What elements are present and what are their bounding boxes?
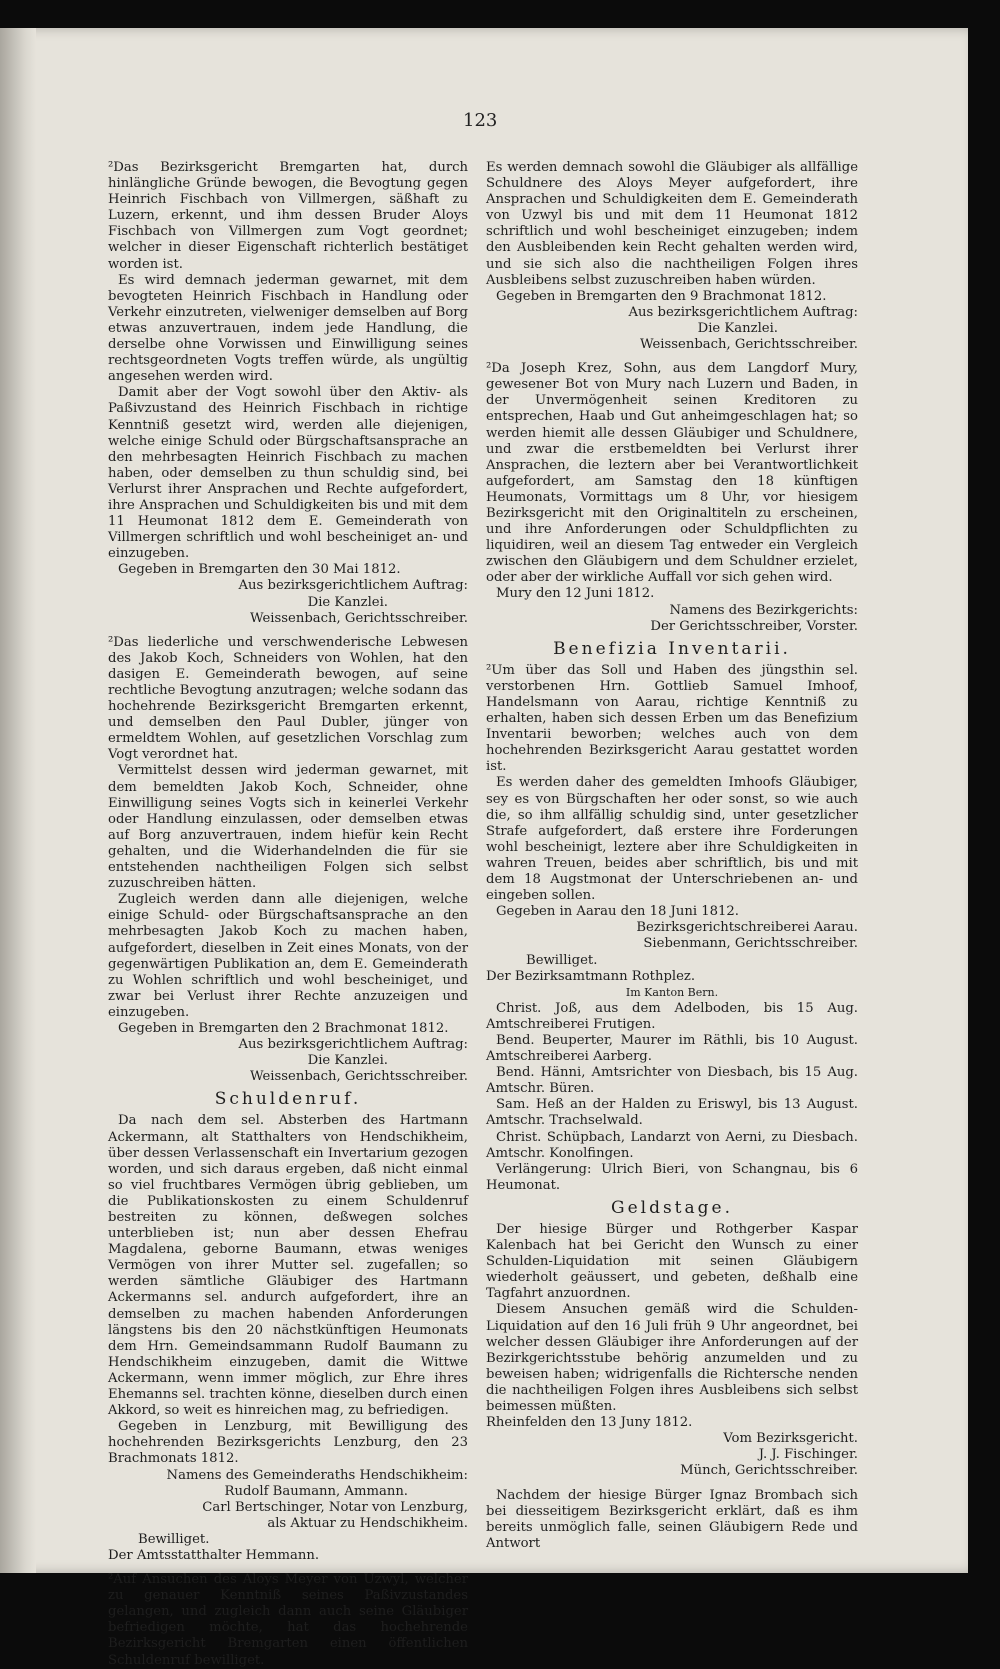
signature-line: Rudolf Baumann, Ammann. bbox=[224, 1483, 408, 1499]
notice-paragraph: Es werden demnach sowohl die Gläubiger als allfällige Schuldnere des Aloys Meyer aufgefordert, ihre Ansprachen und Schuldigkeiten dem E. Gemeinderath von Uzwyl bis und mit dem 11 Heumonat 1812 schriftlich und wohl bescheiniget einzugeben; indem den Ausbleibenden kein Recht gehalten werden wird, und sie sich also die nachtheiligen Folgen ihres Ausbleibens selbst zuzuschreiben haben würden. bbox=[486, 160, 858, 288]
right-column bbox=[486, 160, 858, 1552]
newspaper-page bbox=[0, 28, 968, 1668]
notice-paragraph: Es werden daher des gemeldten Imhoofs Gläubiger, sey es von Bürgschaften her oder sonst, so wie auch die, so ihm allfällig schuldig sind, unter gesetzlicher Strafe aufgefordert, daß erstere ihre Forderungen wohl bescheinigt, leztere aber ihre Schuldigkeiten in wahren Treuen, beides aber schriftlich, bis und mit dem 18 Augstmonat der Unterschriebenen an- und eingeben sollen. bbox=[486, 775, 858, 904]
signature-line: Münch, Gerichtsschreiber. bbox=[680, 1463, 858, 1479]
signature-line: Siebenmann, Gerichtsschreiber. bbox=[643, 936, 858, 952]
subsection-heading: Im Kanton Bern. bbox=[625, 985, 719, 999]
list-item: Sam. Heß an der Halden zu Eriswyl, bis 13 August. Amtschr. Trachselwald. bbox=[486, 1097, 858, 1129]
notice-paragraph: Diesem Ansuchen gemäß wird die Schulden-Liquidation auf den 16 Juli früh 9 Uhr angeordnet, bei welcher dessen Gläubiger ihre Anforderungen auf der Bezirkgerichtsstube behörig anzumelden und zu beweisen haben; widrigenfalls die Richtersche nenden die nachtheiligen Folgen ihres Ausbleibens sich selbst beimessen müßten. bbox=[486, 1302, 858, 1415]
notice-date: Mury den 12 Juni 1812. bbox=[496, 586, 655, 602]
list-item: Christ. Schüpbach, Landarzt von Aerni, zu Diesbach. Amtschr. Konolfingen. bbox=[486, 1129, 858, 1161]
signature-line: Bezirksgerichtschreiberei Aarau. bbox=[636, 920, 858, 936]
signature-line: als Aktuar zu Hendschikheim. bbox=[267, 1515, 468, 1531]
section-heading: Benefizia Inventarii. bbox=[553, 638, 791, 659]
page-number: 123 bbox=[463, 110, 498, 131]
signature-line: Weissenbach, Gerichtsschreiber. bbox=[640, 337, 858, 353]
notice-paragraph: Zugleich werden dann alle diejenigen, welche einige Schuld- oder Bürgschaftsansprache an den mehrbesagten Jakob Koch zu machen haben, aufgefordert, dieselben in Zeit eines Monats, von der gegenwärtigen Publikation an, dem E. Gemeinderath zu Wohlen schriftlich und wohl bescheiniget, und zwar bei Verlust ihrer Rechte anzuzeigen und einzugeben. bbox=[108, 892, 468, 1020]
notice-paragraph: ²Das liederliche und verschwenderische Lebwesen des Jakob Koch, Schneiders von Wohlen, hat den dasigen E. Gemeinderath bewogen, auf seine rechtliche Bevogtung anzutragen; welche sodann das hochehrende Bezirksgericht Bremgarten erkennt, und demselben den Paul Dubler, jünger von ermeldtem Wohlen, auf gesetzlichen Vorschlag zum Vogt verordnet hat. bbox=[108, 634, 468, 763]
left-column bbox=[108, 160, 468, 1669]
list-item: Christ. Joß, aus dem Adelboden, bis 15 Aug. Amtschreiberei Frutigen. bbox=[486, 1000, 858, 1032]
signature-line: Der Gerichtsschreiber, Vorster. bbox=[650, 618, 858, 634]
section-heading: Geldstage. bbox=[611, 1197, 733, 1218]
notice-date: Gegeben in Bremgarten den 30 Mai 1812. bbox=[118, 562, 401, 578]
notice-date: Gegeben in Bremgarten den 2 Brachmonat 1812. bbox=[118, 1020, 449, 1036]
notice-paragraph: ²Da Joseph Krez, Sohn, aus dem Langdorf Mury, gewesener Bot von Mury nach Luzern und Baden, in der Unvermögenheit seinen Kreditoren zu entsprechen, Haab und Gut anheimgeschlagen hat; so werden hiemit alle dessen Gläubiger und Schuldnere, und zwar die erstbemeldten bei Verlurst ihrer Ansprachen, die leztern aber bei Verantwortlichkeit aufgefordert, am Samstag den 18 künftigen Heumonats, Vormittags um 8 Uhr, vor hiesigem Bezirksgericht mit den Originaltiteln zu erscheinen, und ihre Anforderungen oder Schuldpflichten zu liquidiren, weil an diesem Tag entweder ein Vergleich zwischen den Gläubigern und dem Schuldner erzielet, oder aber der wirkliche Auffall vor sich gehen wird. bbox=[486, 361, 858, 586]
signature-line: Die Kanzlei. bbox=[307, 594, 388, 610]
signature-line: Weissenbach, Gerichtsschreiber. bbox=[250, 610, 468, 626]
signature-line: Carl Bertschinger, Notar von Lenzburg, bbox=[202, 1499, 468, 1515]
approval-line: Bewilliget. bbox=[526, 952, 598, 968]
signature-line: Aus bezirksgerichtlichem Auftrag: bbox=[238, 578, 468, 594]
signature-line: Namens des Gemeinderaths Hendschikheim: bbox=[166, 1467, 468, 1483]
list-item: Verlängerung: Ulrich Bieri, von Schangnau, bis 6 Heumonat. bbox=[486, 1161, 858, 1193]
notice-paragraph: Damit aber der Vogt sowohl über den Aktiv- als Paßivzustand des Heinrich Fischbach in richtige Kenntniß gesetzt wird, werden alle diejenigen, welche einige Schuld oder Bürgschaftsansprache an den mehrbesagten Heinrich Fischbach zu machen haben, oder demselben zu thun schuldig sind, bei Verlurst ihrer Ansprachen und Rechte aufgefordert, ihre Ansprachen und Schuldigkeiten bis und mit dem 11 Heumonat 1812 dem E. Gemeinderath von Villmergen schriftlich und wohl bescheiniget an- und einzugeben. bbox=[108, 385, 468, 562]
notice-paragraph: ²Das Bezirksgericht Bremgarten hat, durch hinlängliche Gründe bewogen, die Bevogtung gegen Heinrich Fischbach von Villmergen, säßhaft zu Luzern, erkennt, und ihm dessen Bruder Aloys Fischbach von Villmergen zum Vogt geordnet; welcher in dieser Eigenschaft richterlich bestätiget worden ist. bbox=[108, 160, 468, 272]
list-item: Bend. Hänni, Amtsrichter von Diesbach, bis 15 Aug. Amtschr. Büren. bbox=[486, 1065, 858, 1097]
section-heading: Schuldenruf. bbox=[214, 1089, 362, 1110]
signature-line: Aus bezirksgerichtlichem Auftrag: bbox=[238, 1037, 468, 1053]
notice-paragraph: ²Um über das Soll und Haben des jüngsthin sel. verstorbenen Hrn. Gottlieb Samuel Imhoof, Handelsmann von Aarau, richtige Kenntniß zu erhalten, haben sich dessen Erben um das Benefizium Inventarii beworben; welches auch von dem hochehrenden Bezirksgericht Aarau gestattet worden ist. bbox=[486, 662, 858, 775]
signature-line: Vom Bezirksgericht. bbox=[723, 1431, 858, 1447]
signature-line: Die Kanzlei. bbox=[307, 1053, 388, 1069]
signature-line: Die Kanzlei. bbox=[697, 320, 778, 336]
page-binding-shadow bbox=[0, 28, 36, 1573]
signature-line: J. J. Fischinger. bbox=[758, 1447, 858, 1463]
notice-paragraph: Vermittelst dessen wird jederman gewarnet, mit dem bemeldten Jakob Koch, Schneider, ohne Einwilligung seines Vogts sich in keinerlei Verkehr oder Handlung einzulassen, oder demselben etwas auf Borg anzuvertrauen, indem hiefür kein Recht gehalten, und die Widerhandelnden die für sie entstehenden nachtheiligen Folgen sich selbst zuzuschreiben hätten. bbox=[108, 763, 468, 892]
signature-line: Namens des Bezirkgerichts: bbox=[669, 602, 858, 618]
notice-paragraph: Der hiesige Bürger und Rothgerber Kaspar Kalenbach hat bei Gericht den Wunsch zu einer Schulden-Liquidation mit seinen Gläubigern wiederholt geäussert, und gebeten, deßhalb eine Tagfahrt anzuordnen. bbox=[486, 1222, 858, 1302]
signature-line: Aus bezirksgerichtlichem Auftrag: bbox=[628, 304, 858, 320]
list-item: Bend. Beuperter, Maurer im Räthli, bis 10 August. Amtschreiberei Aarberg. bbox=[486, 1032, 858, 1065]
approval-line: Bewilliget. bbox=[138, 1531, 210, 1547]
notice-paragraph: Da nach dem sel. Absterben des Hartmann Ackermann, alt Statthalters von Hendschikheim, über dessen Verlassenschaft ein Invertarium gezogen worden, und sich daraus ergeben, daß nicht einmal so viel fruchtbares Vermögen übrig geblieben, um die Publikationskosten zu einem Schuldenruf bestreiten zu können, deßwegen solches unterblieben ist; nun aber dessen Ehefrau Magdalena, geborne Baumann, etwas weniges Vermögen von ihrer Mutter sel. zugefallen; so werden sämtliche Gläubiger des Hartmann Ackermanns sel. andurch aufgefordert, ihre an demselben zu machen habenden Anforderungen längstens bis den 20 nächstkünftigen Heumonats dem Hrn. Gemeindsammann Rudolf Baumann zu Hendschikheim einzugeben, damit die Wittwe Ackermann, wenn immer möglich, zur Ehre ihres Ehemanns sel. trachten könne, dieselben durch einen Akkord, so weit es hinreichen mag, zu befriedigen. bbox=[108, 1113, 468, 1419]
notice-date: Gegeben in Lenzburg, mit Bewilligung des hochehrenden Bezirksgerichts Lenzburg, den 23 Brachmonats 1812. bbox=[108, 1419, 468, 1467]
notice-paragraph: Es wird demnach jederman gewarnet, mit dem bevogteten Heinrich Fischbach in Handlung oder Verkehr einzutreten, vielweniger demselben auf Borg etwas anzuvertrauen, indem jede Handlung, die derselbe ohne Vorwissen und Einwilligung seines rechtsgeordneten Vogts treffen würde, als ungültig angesehen werden wird. bbox=[108, 272, 468, 385]
approval-line: Der Amtsstatthalter Hemmann. bbox=[108, 1547, 320, 1563]
notice-date: Gegeben in Bremgarten den 9 Brachmonat 1812. bbox=[496, 288, 827, 304]
notice-paragraph: Nachdem der hiesige Bürger Ignaz Brombach sich bei diesseitigem Bezirksgericht erklärt, daß es ihm bereits unmöglich falle, seinen Gläubigern Rede und Antwort bbox=[486, 1487, 858, 1551]
signature-line: Weissenbach, Gerichtsschreiber. bbox=[250, 1069, 468, 1085]
notice-date: Gegeben in Aarau den 18 Juni 1812. bbox=[496, 904, 739, 920]
approval-line: Der Bezirksamtmann Rothplez. bbox=[486, 968, 696, 984]
notice-date: Rheinfelden den 13 Juny 1812. bbox=[486, 1415, 693, 1431]
notice-paragraph: ²Auf Ansuchen des Aloys Meyer von Uzwyl, welcher zu genauer Kenntniß seines Paßivzustandes gelangen, und zugleich dann auch seine Gläubiger befriedigen möchte, hat das hochehrende Bezirksgericht Bremgarten einen öffentlichen Schuldenruf bewilliget. bbox=[108, 1572, 468, 1668]
